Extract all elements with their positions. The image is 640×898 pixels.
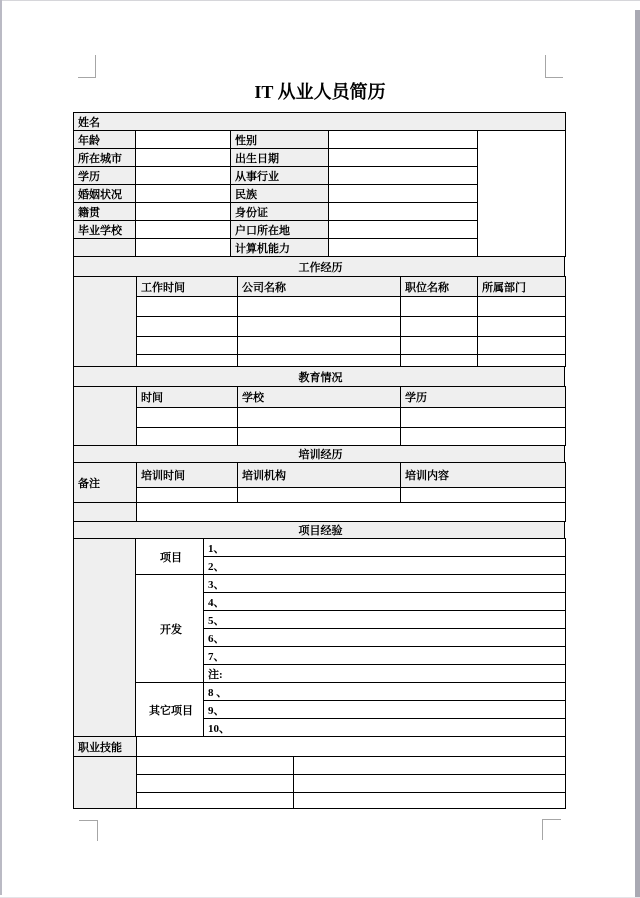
work-cell[interactable] xyxy=(137,317,238,337)
project-item[interactable]: 4、 xyxy=(204,593,566,611)
field-input-age[interactable] xyxy=(136,131,231,149)
section-title-work: 工作经历 xyxy=(74,257,565,277)
work-cell[interactable] xyxy=(238,355,401,367)
skills-cell[interactable] xyxy=(137,793,294,809)
project-item[interactable]: 1、 xyxy=(204,539,566,557)
work-cell[interactable] xyxy=(137,337,238,355)
field-input-residence[interactable] xyxy=(329,221,478,239)
work-header-department: 所属部门 xyxy=(478,277,566,297)
field-label-age: 年龄 xyxy=(74,131,136,149)
education-cell[interactable] xyxy=(401,428,566,446)
project-item[interactable]: 2、 xyxy=(204,557,566,575)
education-header-time: 时间 xyxy=(137,387,238,408)
project-table xyxy=(73,538,566,737)
work-cell[interactable] xyxy=(401,297,478,317)
section-title-training: 培训经历 xyxy=(74,446,565,463)
field-input-industry[interactable] xyxy=(329,167,478,185)
training-section-header xyxy=(73,445,565,463)
education-cell[interactable] xyxy=(401,408,566,428)
work-section-header xyxy=(73,256,565,277)
page-edge-top xyxy=(0,0,640,1)
crop-mark-bottom-left xyxy=(79,820,98,841)
training-cell[interactable] xyxy=(238,488,401,503)
education-cell[interactable] xyxy=(238,408,401,428)
crop-mark-top-right xyxy=(545,55,563,78)
project-item[interactable]: 注: xyxy=(204,665,566,683)
training-header-content: 培训内容 xyxy=(401,463,566,488)
personal-info-table xyxy=(73,112,566,257)
training-header-institution: 培训机构 xyxy=(238,463,401,488)
work-cell[interactable] xyxy=(238,317,401,337)
field-label-degree: 学历 xyxy=(74,167,136,185)
education-header-degree: 学历 xyxy=(401,387,566,408)
field-label-idcard: 身份证 xyxy=(231,203,329,221)
work-cell[interactable] xyxy=(401,355,478,367)
field-label-residence: 户口所在地 xyxy=(231,221,329,239)
skills-table xyxy=(73,736,566,757)
photo-cell[interactable] xyxy=(478,131,566,257)
training-table xyxy=(73,462,566,522)
project-section-header xyxy=(73,521,565,539)
work-cell[interactable] xyxy=(238,337,401,355)
crop-mark-bottom-right xyxy=(542,819,561,840)
training-cell[interactable] xyxy=(401,488,566,503)
education-cell[interactable] xyxy=(137,408,238,428)
work-experience-table xyxy=(73,276,566,367)
field-label-gender: 性别 xyxy=(231,131,329,149)
project-group-label: 项目 xyxy=(136,539,204,575)
project-item[interactable]: 3、 xyxy=(204,575,566,593)
page-edge-right xyxy=(635,10,640,898)
field-label-blank xyxy=(74,239,136,257)
field-input-blank[interactable] xyxy=(136,239,231,257)
field-input-school[interactable] xyxy=(136,221,231,239)
field-label-ethnicity: 民族 xyxy=(231,185,329,203)
work-header-position: 职位名称 xyxy=(401,277,478,297)
field-input-marital[interactable] xyxy=(136,185,231,203)
field-input-idcard[interactable] xyxy=(329,203,478,221)
work-cell[interactable] xyxy=(478,337,566,355)
resume-form xyxy=(73,112,565,809)
work-cell[interactable] xyxy=(137,355,238,367)
section-title-education: 教育情况 xyxy=(74,367,565,387)
education-header-school: 学校 xyxy=(238,387,401,408)
education-table xyxy=(73,386,566,446)
field-input-degree[interactable] xyxy=(136,167,231,185)
education-section-header xyxy=(73,366,565,387)
work-cell[interactable] xyxy=(137,297,238,317)
field-label-industry: 从事行业 xyxy=(231,167,329,185)
skills-label: 职业技能 xyxy=(74,737,137,757)
skills-input[interactable] xyxy=(137,737,566,757)
field-input-nativeplace[interactable] xyxy=(136,203,231,221)
crop-mark-top-left xyxy=(78,55,96,78)
name-label-cell: 姓名 xyxy=(74,113,566,131)
project-side-cell xyxy=(74,539,136,737)
training-cell[interactable] xyxy=(137,488,238,503)
project-item[interactable]: 9、 xyxy=(204,701,566,719)
page-title: IT 从业人员简历 xyxy=(254,82,386,102)
skills-cell[interactable] xyxy=(294,793,566,809)
skills-cell[interactable] xyxy=(294,775,566,793)
training-remark-input[interactable] xyxy=(137,503,566,522)
work-cell[interactable] xyxy=(238,297,401,317)
field-label-birthdate: 出生日期 xyxy=(231,149,329,167)
skills-detail-table xyxy=(73,756,566,809)
skills-cell[interactable] xyxy=(137,775,294,793)
field-label-nativeplace: 籍贯 xyxy=(74,203,136,221)
field-input-ethnicity[interactable] xyxy=(329,185,478,203)
page-edge-left xyxy=(0,0,2,895)
work-cell[interactable] xyxy=(478,317,566,337)
training-header-time: 培训时间 xyxy=(137,463,238,488)
education-cell[interactable] xyxy=(238,428,401,446)
field-input-gender[interactable] xyxy=(329,131,478,149)
project-item[interactable]: 5、 xyxy=(204,611,566,629)
project-item[interactable]: 7、 xyxy=(204,647,566,665)
field-label-school: 毕业学校 xyxy=(74,221,136,239)
field-label-computer: 计算机能力 xyxy=(231,239,329,257)
section-title-project: 项目经验 xyxy=(74,522,565,539)
field-label-city: 所在城市 xyxy=(74,149,136,167)
work-cell[interactable] xyxy=(478,355,566,367)
skills-side-cell xyxy=(74,757,137,809)
work-cell[interactable] xyxy=(478,297,566,317)
project-group-label: 开发 xyxy=(136,575,204,683)
skills-cell[interactable] xyxy=(137,757,294,775)
work-side-cell xyxy=(74,277,137,367)
project-item[interactable]: 10、 xyxy=(204,719,566,737)
field-input-birthdate[interactable] xyxy=(329,149,478,167)
project-item[interactable]: 8 、 xyxy=(204,683,566,701)
training-remark-label: 备注 xyxy=(74,463,137,503)
project-group-label: 其它项目 xyxy=(136,683,204,737)
education-side-cell xyxy=(74,387,137,446)
education-cell[interactable] xyxy=(137,428,238,446)
training-side-cell xyxy=(74,503,137,522)
skills-cell[interactable] xyxy=(294,757,566,775)
project-item[interactable]: 6、 xyxy=(204,629,566,647)
field-input-computer[interactable] xyxy=(329,239,478,257)
field-input-city[interactable] xyxy=(136,149,231,167)
field-label-marital: 婚姻状况 xyxy=(74,185,136,203)
work-cell[interactable] xyxy=(401,337,478,355)
work-header-company: 公司名称 xyxy=(238,277,401,297)
work-header-time: 工作时间 xyxy=(137,277,238,297)
work-cell[interactable] xyxy=(401,317,478,337)
